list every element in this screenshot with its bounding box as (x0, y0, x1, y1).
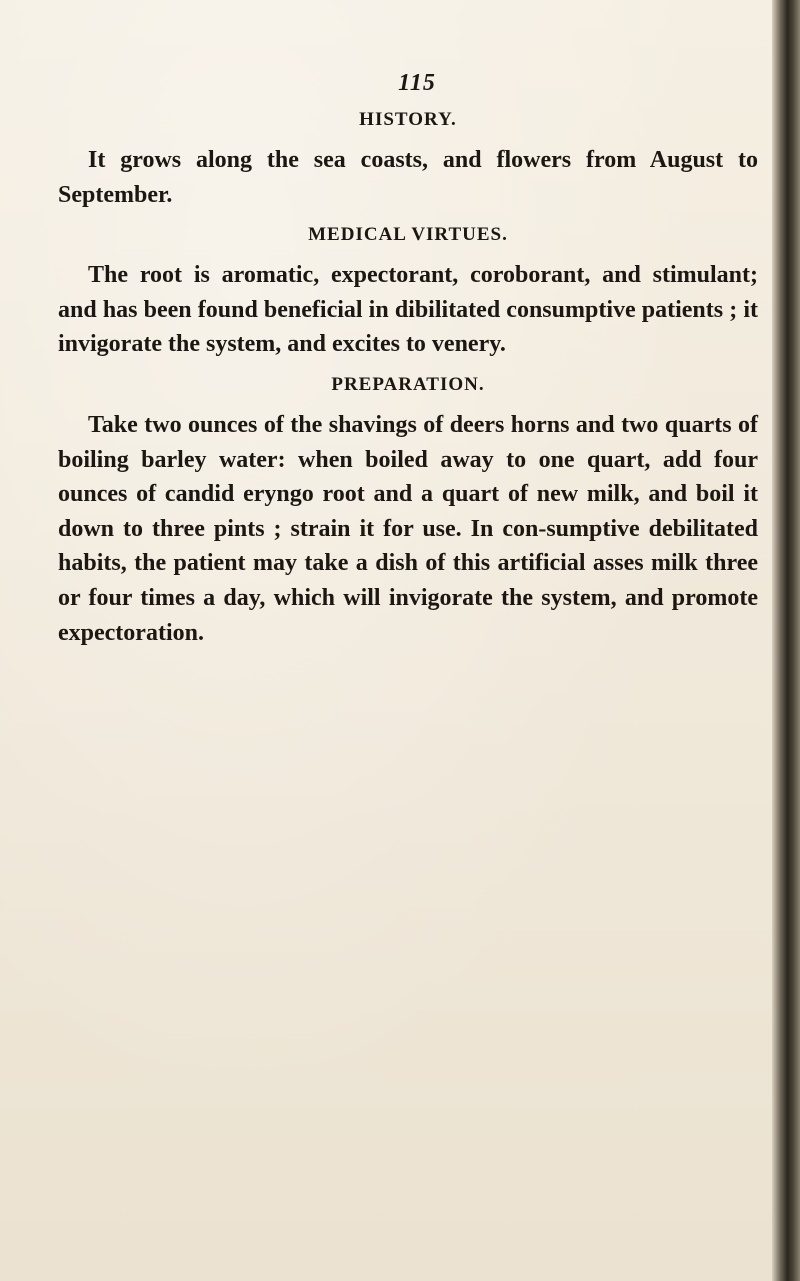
section-heading-history: HISTORY. (359, 109, 457, 130)
section-heading-medical-virtues: MEDICAL VIRTUES. (308, 224, 508, 246)
page-number: 115 (398, 70, 436, 96)
section-body-history: It grows along the sea coasts, and flowers from August to September. (58, 147, 758, 208)
section-body-preparation: Take two ounces of the shavings of deers horns and two quarts of boiling barley water: when boiled away to one quart, add four ounces of candid eryngo root and a quart of new milk, and boil it down to three pints ; strain it for use. In con-sumptive debilitated habits, the patient may take a dish of this artificial asses milk three or four times a day, which will invigorate the system, and promote expectoration. (58, 411, 758, 646)
section-body-medical-virtues: The root is aromatic, expectorant, coroborant, and stimulant; and has been found beneficial in dibilitated consumptive patients ; it invigorate the system, and excites to venery. (58, 262, 758, 358)
page-text-block (58, 70, 758, 650)
book-binding-edge (772, 0, 800, 1281)
section-heading-preparation: PREPARATION. (331, 373, 485, 395)
